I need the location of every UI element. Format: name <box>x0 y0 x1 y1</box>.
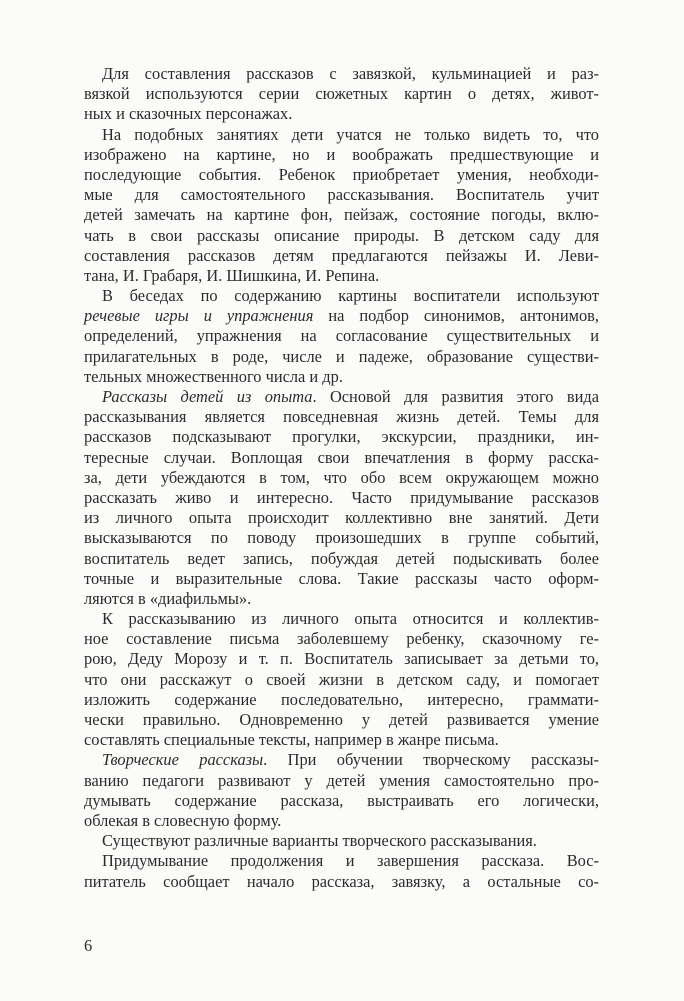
text-line <box>84 165 599 185</box>
text-line <box>84 205 599 225</box>
text-line <box>84 185 599 205</box>
line-text: последующие события. Ребенок приобретает умения, необходи- <box>84 164 599 184</box>
paragraph <box>84 831 599 851</box>
text-line <box>84 629 599 649</box>
line-text: питатель сообщает начало рассказа, завязку, а остальные со- <box>84 871 599 891</box>
line-text: рассказов подсказывают прогулки, экскурсии, праздники, ин- <box>84 427 599 447</box>
line-text: составлять специальные тексты, например в жанре письма. <box>84 730 499 750</box>
text-line <box>84 387 599 407</box>
text-line <box>84 367 599 387</box>
line-text: Существуют различные варианты творческого рассказывания. <box>102 831 537 851</box>
italic-term: Рассказы детей из опыта <box>102 387 313 406</box>
paragraph <box>84 851 599 891</box>
page-body-text <box>84 64 599 892</box>
line-text: ляются в «диафильмы». <box>84 588 252 608</box>
line-text: тана, И. Грабаря, И. Шишкина, И. Репина. <box>84 265 380 285</box>
text-line <box>84 710 599 730</box>
text-line <box>84 649 599 669</box>
text-line <box>84 104 599 124</box>
line-text: тельных множественного числа и др. <box>84 366 343 386</box>
line-text: изображено на картине, но и воображать предшествующие и <box>84 144 599 164</box>
line-text: рассказать живо и интересно. Часто придумывание рассказов <box>84 487 599 507</box>
page-number: 6 <box>84 936 93 955</box>
line-text: что они расскажут о своей жизни в детском саду, и помогает <box>84 669 599 689</box>
line-text: определений, упражнения на согласование существительных и <box>84 326 599 346</box>
text-line <box>84 690 599 710</box>
line-text: высказываются по поводу произошедших в группе событий, <box>84 528 599 548</box>
text-line <box>84 266 599 286</box>
line-text: составления рассказов детям предлагаются пейзажы И. Леви- <box>84 245 599 265</box>
paragraph <box>84 609 599 750</box>
line-text: ванию педагоги развивают у детей умения самостоятельно про- <box>84 770 599 790</box>
line-text: за, дети убеждаются в том, что обо всем окружающем можно <box>84 467 599 487</box>
text-line <box>84 286 599 306</box>
line-text: воспитатель ведет запись, побуждая детей подыскивать более <box>84 548 599 568</box>
line-text: думывать содержание рассказа, выстраивать его логически, <box>84 790 599 810</box>
paragraph <box>84 64 599 125</box>
paragraph <box>84 750 599 831</box>
line-text: Для составления рассказов с завязкой, кульминацией и раз- <box>102 64 599 83</box>
text-line <box>84 589 599 609</box>
text-line <box>84 84 599 104</box>
text-line <box>84 791 599 811</box>
paragraph <box>84 125 599 287</box>
line-text: рассказывания является повседневная жизнь детей. Темы для <box>84 407 599 427</box>
italic-term: речевые игры и упражнения <box>84 306 314 326</box>
text-line <box>84 468 599 488</box>
text-line <box>84 407 599 427</box>
text-line <box>84 609 599 629</box>
text-line <box>84 872 599 892</box>
line-text: рою, Деду Морозу и т. п. Воспитатель записывает за детьми то, <box>84 649 599 669</box>
line-text: . Основой для развития этого вида <box>312 387 600 406</box>
line-text: ное составление письма заболевшему ребенку, сказочному ге- <box>84 629 599 649</box>
line-text: облекая в словесную форму. <box>84 810 282 830</box>
text-line <box>84 528 599 548</box>
line-text: На подобных занятиях дети учатся не только видеть то, что <box>102 124 599 144</box>
text-line <box>84 851 599 871</box>
text-line <box>84 326 599 346</box>
paragraph <box>84 286 599 387</box>
text-line <box>84 831 599 851</box>
line-text: В беседах по содержанию картины воспитатели используют <box>102 286 599 306</box>
text-line <box>84 125 599 145</box>
italic-term: Творческие рассказы <box>102 750 264 770</box>
line-text: прилагательных в роде, числе и падеже, образование существи- <box>84 346 599 366</box>
line-text: мые для самостоятельного рассказывания. Воспитатель учит <box>84 185 599 205</box>
line-text: . При обучении творческому рассказы- <box>263 750 599 770</box>
text-line <box>84 145 599 165</box>
text-line <box>84 750 599 770</box>
line-text: из личного опыта происходит коллективно вне занятий. Дети <box>84 508 599 528</box>
line-text: изложить содержание последовательно, интересно, граммати- <box>84 689 599 709</box>
line-text: Придумывание продолжения и завершения рассказа. Вос- <box>102 851 599 871</box>
text-line <box>84 347 599 367</box>
line-text: точные и выразительные слова. Такие рассказы часто оформ- <box>84 568 599 588</box>
paragraph <box>84 387 599 609</box>
line-text: вязкой используются серии сюжетных картин о детях, живот- <box>84 84 599 104</box>
line-text: детей замечать на картине фон, пейзаж, состояние погоды, вклю- <box>84 205 599 225</box>
text-line <box>84 226 599 246</box>
text-line <box>84 569 599 589</box>
line-text: на подбор синонимов, антонимов, <box>313 306 599 326</box>
line-text: чать в свои рассказы описание природы. В детском саду для <box>84 225 599 245</box>
text-line <box>84 448 599 468</box>
line-text: ных и сказочных персонажах. <box>84 104 293 124</box>
line-text: тересные случаи. Воплощая свои впечатления в форму расска- <box>84 447 599 467</box>
line-text: чески правильно. Одновременно у детей развивается умение <box>84 710 599 729</box>
text-line <box>84 771 599 791</box>
text-line <box>84 508 599 528</box>
text-line <box>84 246 599 266</box>
text-line <box>84 670 599 690</box>
text-line <box>84 549 599 569</box>
text-line <box>84 811 599 831</box>
text-line <box>84 306 599 326</box>
text-line <box>84 427 599 447</box>
text-line <box>84 730 599 750</box>
text-line <box>84 488 599 508</box>
line-text: К рассказыванию из личного опыта относится и коллектив- <box>102 609 599 629</box>
text-line <box>84 64 599 84</box>
